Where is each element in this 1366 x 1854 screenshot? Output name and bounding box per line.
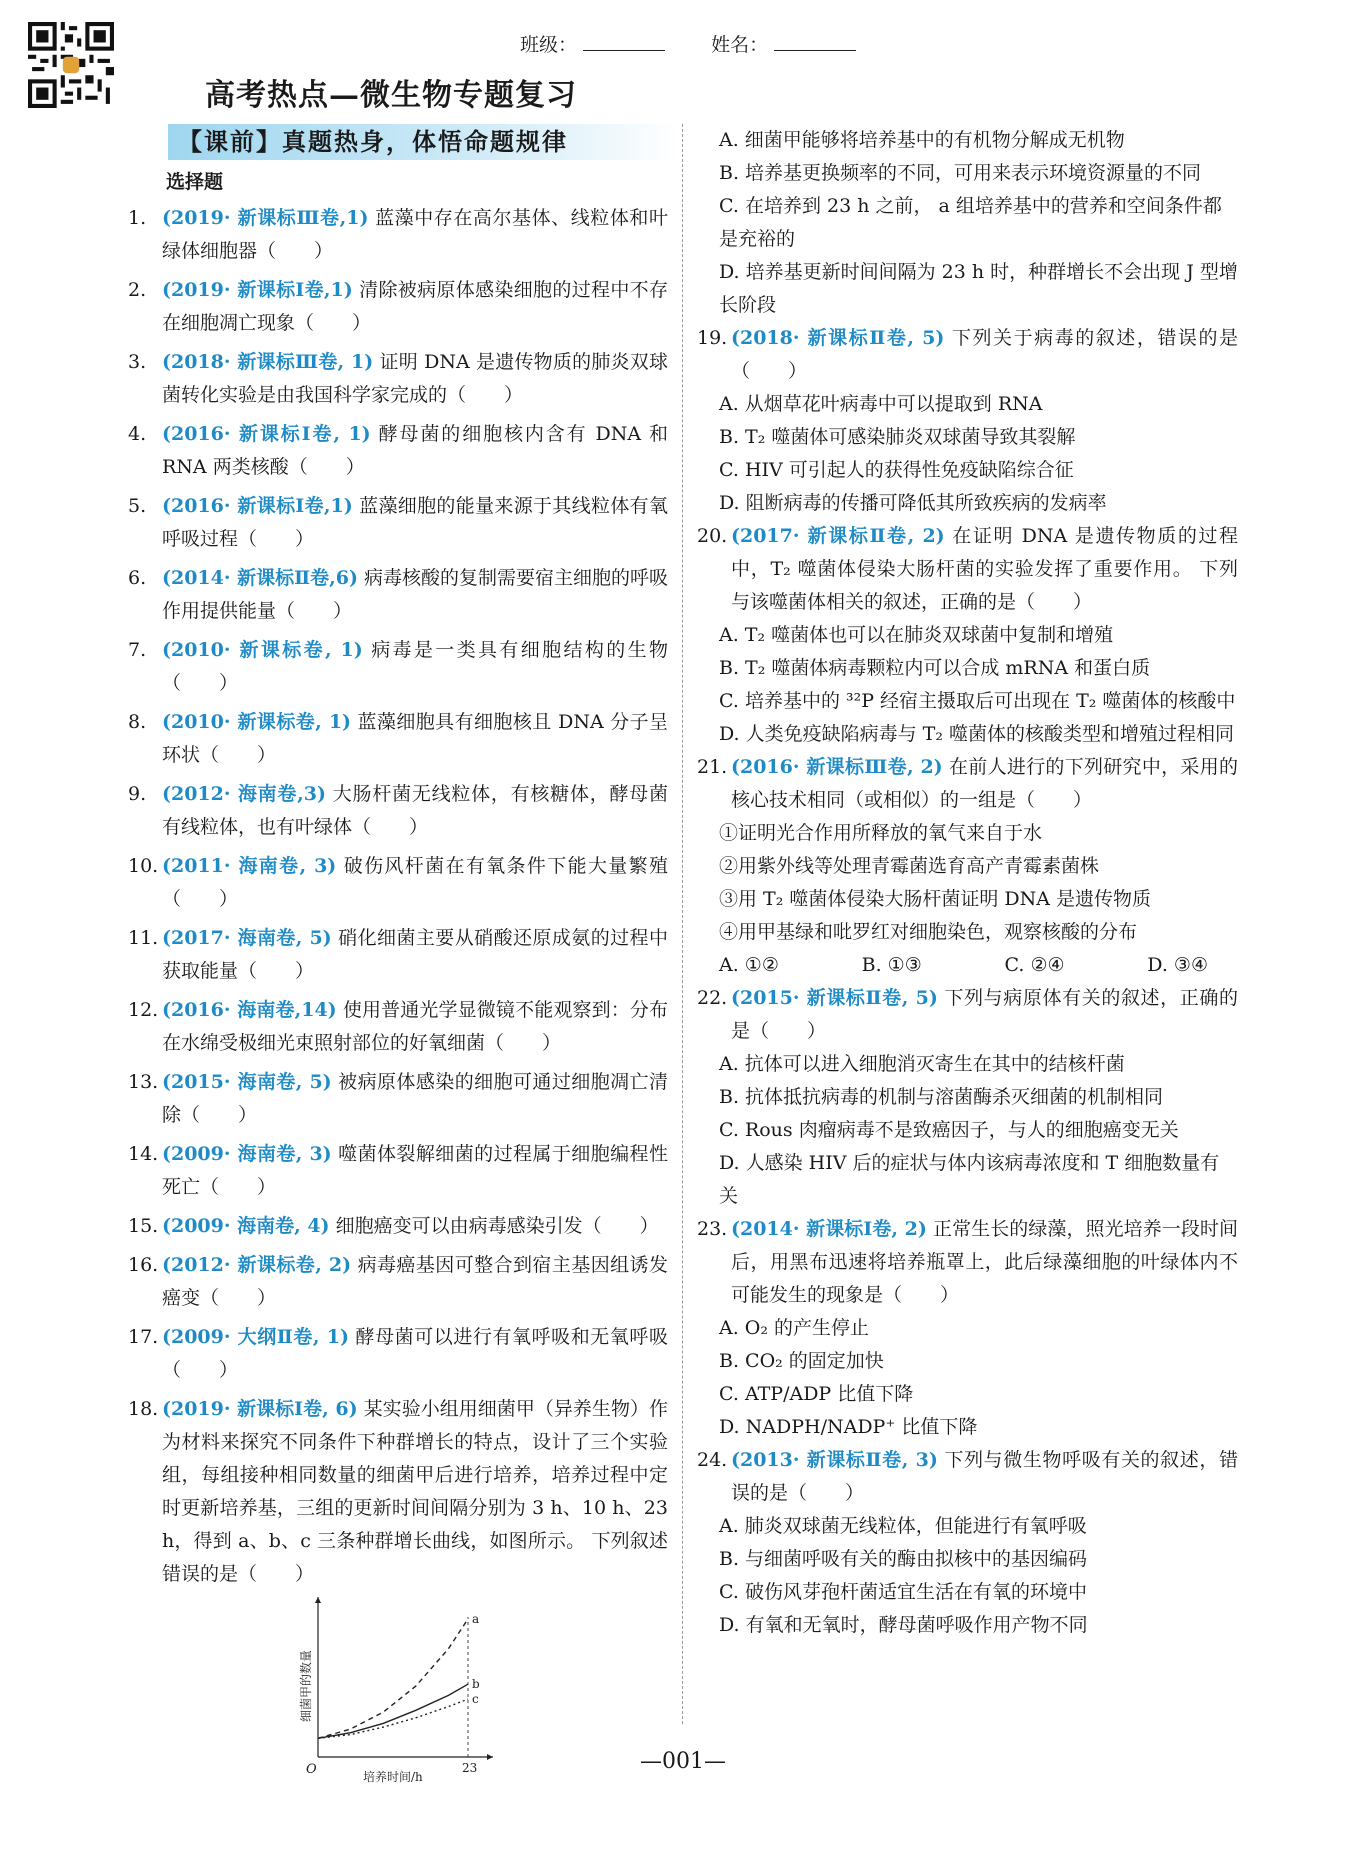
question-7 bbox=[128, 634, 668, 700]
question-text: 下列关于病毒的叙述，错误的是（ ） bbox=[731, 327, 1238, 382]
question-19 bbox=[697, 322, 1238, 388]
option-item: C. 在培养到 23 h 之前， a 组培养基中的营养和空间条件都是充裕的 bbox=[719, 195, 1222, 250]
question-text: 病毒癌基因可整合到宿主基因组诱发癌变（ ） bbox=[162, 1254, 668, 1309]
question-source: (2019· 新课标Ⅰ卷,1) bbox=[162, 279, 353, 301]
option-item: B. T₂ 噬菌体病毒颗粒内可以合成 mRNA 和蛋白质 bbox=[719, 657, 1151, 679]
question-number: 24. bbox=[697, 1449, 728, 1471]
question-number: 6. bbox=[128, 567, 147, 589]
option-item: C. HIV 可引起人的获得性免疫缺陷综合征 bbox=[719, 459, 1074, 481]
question-source: (2019· 新课标Ⅰ卷, 6) bbox=[162, 1398, 358, 1420]
question-source: (2011· 海南卷, 3) bbox=[162, 855, 337, 877]
question-number: 12. bbox=[128, 999, 159, 1021]
series-line-a bbox=[318, 1619, 468, 1738]
student-info bbox=[520, 30, 896, 59]
question-number: 16. bbox=[128, 1254, 159, 1276]
option-item: D. 培养基更新时间间隔为 23 h 时，种群增长不会出现 J 型增长阶段 bbox=[719, 261, 1238, 316]
question-number: 5. bbox=[128, 495, 147, 517]
question-source: (2012· 新课标卷, 2) bbox=[162, 1254, 352, 1276]
question-10 bbox=[128, 850, 668, 916]
question-number: 4. bbox=[128, 423, 147, 445]
option-item: C. ②④ bbox=[1004, 954, 1065, 976]
question-text: 在前人进行的下列研究中，采用的核心技术相同（或相似）的一组是（ ） bbox=[731, 756, 1238, 811]
option-item: B. 与细菌呼吸有关的酶由拟核中的基因编码 bbox=[719, 1548, 1088, 1570]
question-number: 17. bbox=[128, 1326, 159, 1348]
question-text: 细胞癌变可以由病毒感染引发（ ） bbox=[335, 1215, 659, 1237]
question-24 bbox=[697, 1444, 1238, 1510]
q19-options bbox=[697, 388, 1238, 520]
class-blank[interactable] bbox=[583, 30, 665, 51]
option-item: B. ①③ bbox=[861, 954, 922, 976]
option-item: B. 抗体抵抗病毒的机制与溶菌酶杀灭细菌的机制相同 bbox=[719, 1086, 1164, 1108]
question-text: 大肠杆菌无线粒体，有核糖体，酵母菌有线粒体，也有叶绿体（ ） bbox=[162, 783, 668, 838]
option-item: A. 抗体可以进入细胞消灭寄生在其中的结核杆菌 bbox=[719, 1053, 1125, 1075]
class-label: 班级： bbox=[520, 34, 578, 56]
question-20 bbox=[697, 520, 1238, 619]
question-number: 7. bbox=[128, 639, 147, 661]
question-source: (2015· 海南卷, 5) bbox=[162, 1071, 332, 1093]
name-label: 姓名： bbox=[711, 34, 769, 56]
question-source: (2017· 海南卷, 5) bbox=[162, 927, 332, 949]
qr-code bbox=[28, 22, 114, 108]
question-9 bbox=[128, 778, 668, 844]
question-text: 某实验小组用细菌甲（异养生物）作为材料来探究不同条件下种群增长的特点，设计了三个实验组，每组接种相同数量的细菌甲后进行培养，培养过程中定时更新培养基，三组的更新时间间隔分别为 3 h、10 h、23 h，得到 a、b、c 三条种群增长曲线，如图所示。 下列叙述错误的是（ ） bbox=[162, 1398, 668, 1585]
question-number: 13. bbox=[128, 1071, 159, 1093]
series-label-a: a bbox=[472, 1611, 480, 1626]
option-item: C. Rous 肉瘤病毒不是致癌因子，与人的细胞癌变无关 bbox=[719, 1119, 1179, 1141]
question-text: 清除被病原体感染细胞的过程中不存在细胞凋亡现象（ ） bbox=[162, 279, 668, 334]
question-source: (2016· 海南卷,14) bbox=[162, 999, 337, 1021]
question-source: (2019· 新课标Ⅲ卷,1) bbox=[162, 207, 369, 229]
section-banner: 【课前】真题热身，体悟命题规律 bbox=[168, 124, 678, 160]
question-text: 正常生长的绿藻，照光培养一段时间后，用黑布迅速将培养瓶罩上，此后绿藻细胞的叶绿体内不可能发生的现象是（ ） bbox=[731, 1218, 1238, 1306]
question-14 bbox=[128, 1138, 668, 1204]
question-source: (2010· 新课标卷, 1) bbox=[162, 639, 363, 661]
question-text: 酵母菌可以进行有氧呼吸和无氧呼吸（ ） bbox=[162, 1326, 668, 1381]
option-item: A. ①② bbox=[719, 954, 779, 976]
question-source: (2010· 新课标卷, 1) bbox=[162, 711, 352, 733]
question-text: 噬菌体裂解细菌的过程属于细胞编程性死亡（ ） bbox=[162, 1143, 668, 1198]
question-number: 2. bbox=[128, 279, 147, 301]
q22-options bbox=[697, 1048, 1238, 1213]
series-label-c: c bbox=[472, 1692, 479, 1707]
question-source: (2018· 新课标Ⅱ卷, 5) bbox=[731, 327, 945, 349]
option-item: D. 人感染 HIV 后的症状与体内该病毒浓度和 T 细胞数量有关 bbox=[719, 1152, 1220, 1207]
question-3 bbox=[128, 346, 668, 412]
question-23 bbox=[697, 1213, 1238, 1312]
question-number: 8. bbox=[128, 711, 147, 733]
option-item: ④用甲基绿和吡罗红对细胞染色，观察核酸的分布 bbox=[719, 921, 1138, 943]
question-number: 10. bbox=[128, 855, 159, 877]
question-text: 在证明 DNA 是遗传物质的过程中，T₂ 噬菌体侵染大肠杆菌的实验发挥了重要作用。 下列与该噬菌体相关的叙述，正确的是（ ） bbox=[731, 525, 1238, 613]
option-item: ②用紫外线等处理青霉菌选育高产青霉素菌株 bbox=[719, 855, 1100, 877]
question-source: (2012· 海南卷,3) bbox=[162, 783, 326, 805]
question-source: (2014· 新课标Ⅱ卷,6) bbox=[162, 567, 358, 589]
question-text: 下列与病原体有关的叙述，正确的是（ ） bbox=[731, 987, 1238, 1042]
question-15 bbox=[128, 1210, 668, 1243]
series-label-b: b bbox=[472, 1677, 480, 1692]
option-item: C. 破伤风芽孢杆菌适宜生活在有氧的环境中 bbox=[719, 1581, 1087, 1603]
q23-options bbox=[697, 1312, 1238, 1444]
page-number: —001— bbox=[640, 1749, 726, 1774]
question-number: 20. bbox=[697, 525, 728, 547]
right-column bbox=[697, 124, 1238, 1642]
question-source: (2016· 新课标Ⅰ卷, 1) bbox=[162, 423, 371, 445]
option-item: A. O₂ 的产生停止 bbox=[719, 1317, 870, 1339]
option-item: D. 有氧和无氧时，酵母菌呼吸作用产物不同 bbox=[719, 1614, 1088, 1636]
y-axis-arrow bbox=[315, 1597, 321, 1603]
y-axis-label: 细菌甲的数量 bbox=[299, 1649, 313, 1722]
question-text: 酵母菌的细胞核内含有 DNA 和 RNA 两类核酸（ ） bbox=[162, 423, 668, 478]
question-number: 15. bbox=[128, 1215, 159, 1237]
question-number: 21. bbox=[697, 756, 728, 778]
option-item: D. 人类免疫缺陷病毒与 T₂ 噬菌体的核酸类型和增殖过程相同 bbox=[719, 723, 1235, 745]
question-17 bbox=[128, 1321, 668, 1387]
origin-label: O bbox=[306, 1762, 317, 1777]
option-item: A. 从烟草花叶病毒中可以提取到 RNA bbox=[719, 393, 1043, 415]
question-source: (2017· 新课标Ⅱ卷, 2) bbox=[731, 525, 945, 547]
section-subtitle: 选择题 bbox=[166, 171, 224, 193]
left-column bbox=[128, 202, 668, 1798]
question-source: (2015· 新课标Ⅱ卷, 5) bbox=[731, 987, 938, 1009]
question-text: 下列与微生物呼吸有关的叙述，错误的是（ ） bbox=[731, 1449, 1238, 1504]
option-item: ③用 T₂ 噬菌体侵染大肠杆菌证明 DNA 是遗传物质 bbox=[719, 888, 1152, 910]
option-item: A. 肺炎双球菌无线粒体，但能进行有氧呼吸 bbox=[719, 1515, 1087, 1537]
question-source: (2009· 海南卷, 3) bbox=[162, 1143, 332, 1165]
question-5 bbox=[128, 490, 668, 556]
question-text: 蓝藻细胞具有细胞核且 DNA 分子呈环状（ ） bbox=[162, 711, 668, 766]
question-6 bbox=[128, 562, 668, 628]
question-number: 14. bbox=[128, 1143, 159, 1165]
column-divider bbox=[682, 124, 683, 1724]
option-item: B. 培养基更换频率的不同，可用来表示环境资源量的不同 bbox=[719, 162, 1202, 184]
question-source: (2016· 新课标Ⅰ卷,1) bbox=[162, 495, 353, 517]
question-text: 病毒是一类具有细胞结构的生物（ ） bbox=[162, 639, 668, 694]
option-item: B. CO₂ 的固定加快 bbox=[719, 1350, 884, 1372]
question-source: (2009· 海南卷, 4) bbox=[162, 1215, 330, 1237]
question-text: 病毒核酸的复制需要宿主细胞的呼吸作用提供能量（ ） bbox=[162, 567, 669, 622]
q21-statements bbox=[697, 817, 1238, 949]
page-title: 高考热点—微生物专题复习 bbox=[205, 78, 577, 113]
question-4 bbox=[128, 418, 668, 484]
question-text: 破伤风杆菌在有氧条件下能大量繁殖（ ） bbox=[162, 855, 668, 910]
question-11 bbox=[128, 922, 668, 988]
q24-options bbox=[697, 1510, 1238, 1642]
question-source: (2014· 新课标Ⅰ卷, 2) bbox=[731, 1218, 927, 1240]
question-number: 18. bbox=[128, 1398, 159, 1420]
question-number: 22. bbox=[697, 987, 728, 1009]
option-item: D. NADPH/NADP⁺ 比值下降 bbox=[719, 1416, 978, 1438]
q20-options bbox=[697, 619, 1238, 751]
series-line-b bbox=[318, 1684, 468, 1738]
class-field bbox=[520, 30, 665, 59]
question-number: 23. bbox=[697, 1218, 728, 1240]
question-text: 蓝藻中存在高尔基体、线粒体和叶绿体细胞器（ ） bbox=[162, 207, 668, 262]
question-text: 使用普通光学显微镜不能观察到：分布在水绵受极细光束照射部位的好氧细菌（ ） bbox=[162, 999, 668, 1054]
q18-options bbox=[697, 124, 1238, 322]
option-item: A. T₂ 噬菌体也可以在肺炎双球菌中复制和增殖 bbox=[719, 624, 1114, 646]
question-text: 被病原体感染的细胞可通过细胞凋亡清除（ ） bbox=[162, 1071, 668, 1126]
question-number: 3. bbox=[128, 351, 147, 373]
question-22 bbox=[697, 982, 1238, 1048]
question-number: 1. bbox=[128, 207, 147, 229]
question-16 bbox=[128, 1249, 668, 1315]
question-number: 19. bbox=[697, 327, 728, 349]
name-field bbox=[711, 30, 856, 59]
q21-options bbox=[697, 949, 1238, 982]
question-source: (2013· 新课标Ⅱ卷, 3) bbox=[731, 1449, 938, 1471]
question-18 bbox=[128, 1393, 668, 1591]
option-item: A. 细菌甲能够将培养基中的有机物分解成无机物 bbox=[719, 129, 1125, 151]
question-text: 蓝藻细胞的能量来源于其线粒体有氧呼吸过程（ ） bbox=[162, 495, 668, 550]
question-13 bbox=[128, 1066, 668, 1132]
x-axis-label: 培养时间/h bbox=[363, 1770, 423, 1784]
option-item: C. 培养基中的 ³²P 经宿主摄取后可出现在 T₂ 噬菌体的核酸中 bbox=[719, 690, 1236, 712]
question-text: 硝化细菌主要从硝酸还原成氨的过程中获取能量（ ） bbox=[162, 927, 668, 982]
question-1 bbox=[128, 202, 668, 268]
x-tick-label: 23 bbox=[462, 1761, 478, 1775]
question-21 bbox=[697, 751, 1238, 817]
question-source: (2016· 新课标Ⅲ卷, 2) bbox=[731, 756, 943, 778]
question-number: 11. bbox=[128, 927, 159, 949]
option-item: ①证明光合作用所释放的氧气来自于水 bbox=[719, 822, 1043, 844]
option-item: C. ATP/ADP 比值下降 bbox=[719, 1383, 914, 1405]
question-8 bbox=[128, 706, 668, 772]
option-item: D. 阻断病毒的传播可降低其所致疾病的发病率 bbox=[719, 492, 1107, 514]
option-item: B. T₂ 噬菌体可感染肺炎双球菌导致其裂解 bbox=[719, 426, 1076, 448]
question-list-left bbox=[128, 202, 668, 1591]
name-blank[interactable] bbox=[774, 30, 856, 51]
question-2 bbox=[128, 274, 668, 340]
question-number: 9. bbox=[128, 783, 147, 805]
question-12 bbox=[128, 994, 668, 1060]
option-item: D. ③④ bbox=[1147, 954, 1208, 976]
question-source: (2018· 新课标Ⅲ卷, 1) bbox=[162, 351, 374, 373]
question-source: (2009· 大纲Ⅱ卷, 1) bbox=[162, 1326, 349, 1348]
question-text: 证明 DNA 是遗传物质的肺炎双球菌转化实验是由我国科学家完成的（ ） bbox=[162, 351, 668, 406]
